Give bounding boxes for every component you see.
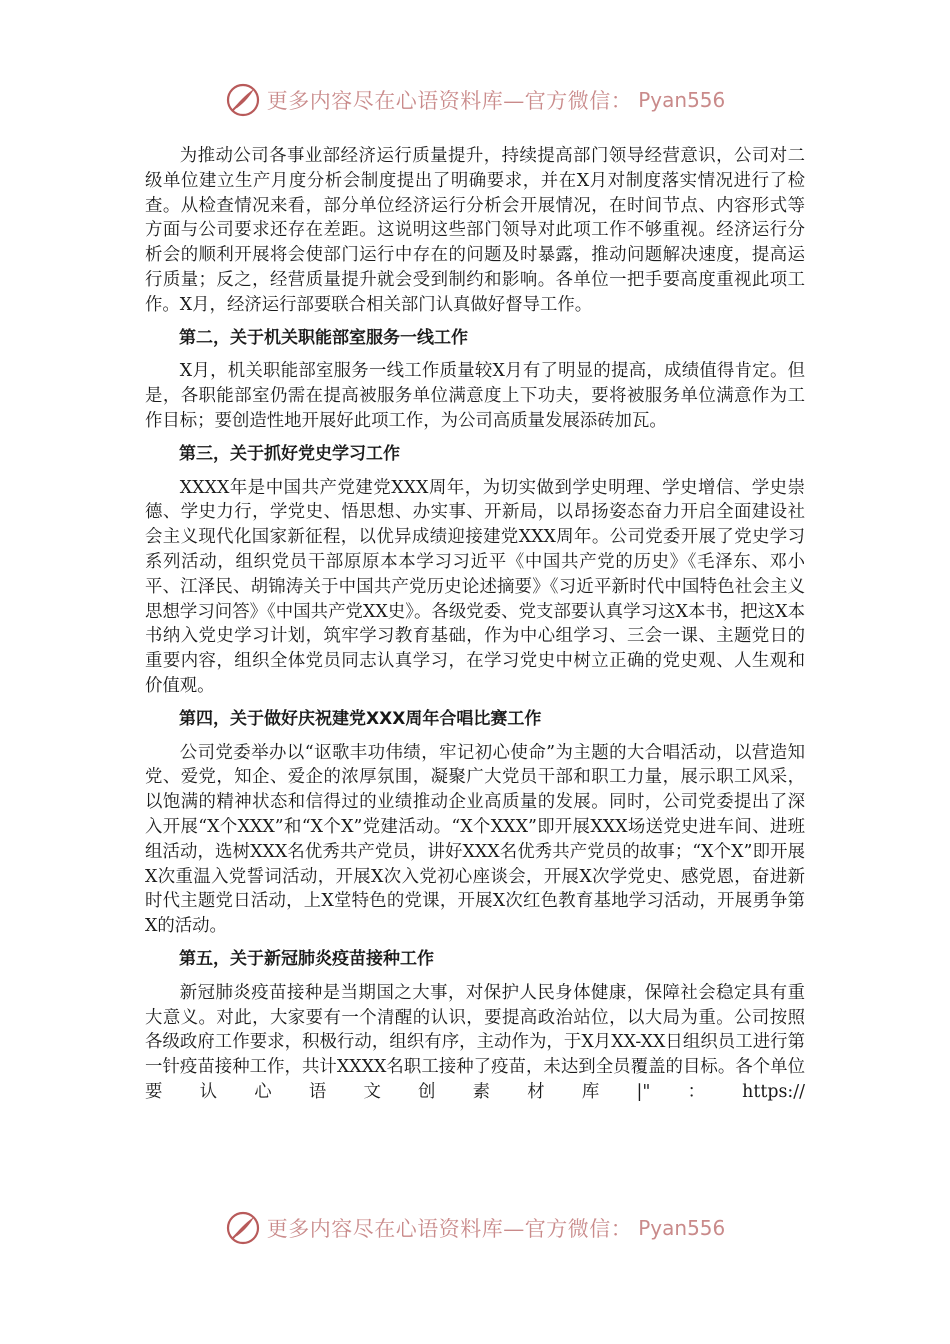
heading-section-4: 第四，关于做好庆祝建党XXX周年合唱比赛工作 [179, 708, 542, 729]
watermark-text: 更多内容尽在心语资料库—官方微信： [266, 1217, 633, 1241]
watermark-footer [0, 1208, 950, 1248]
heading-section-2: 第二，关于机关职能部室服务一线工作 [179, 327, 468, 348]
watermark-wechat-id: Pyan556 [638, 1216, 726, 1240]
watermark-wechat-id: Pyan556 [638, 88, 726, 112]
watermark-header [0, 80, 950, 120]
paragraph-party-history: XXXX年是中国共产党建党XXX周年，为切实做到学史明理、学史增信、学史崇德、学史力行，学党史、悟思想、办实事、开新局，以昂扬姿态奋力开启全面建设社会主义现代化国家新征程，以优异成绩迎接建党XXX周年。公司党委开展了党史学习系列活动，组织党员干部原原本本学习习近平《中国共产党的历史》《毛泽东、邓小平、江泽民、胡锦涛关于中国共产党历史论述摘要》《习近平新时代中国特色社会主义思想学习问答》《中国共产党XX史》。各级党委、党支部要认真学习这X本书，把这X本书纳入党史学习计划，筑牢学习教育基础，作为中心组学习、三会一课、主题党日的重要内容，组织全体党员同志认真学习，在学习党史中树立正确的党史观、人生观和价值观。 [145, 477, 805, 696]
heading-section-3: 第三，关于抓好党史学习工作 [179, 443, 400, 464]
watermark-text: 更多内容尽在心语资料库—官方微信： [266, 89, 633, 113]
quill-logo-icon [225, 82, 261, 118]
paragraph-choir-contest: 公司党委举办以“讴歌丰功伟绩，牢记初心使命”为主题的大合唱活动，以营造知党、爱党，知企、爱企的浓厚氛围，凝聚广大党员干部和职工力量，展示职工风采，以饱满的精神状态和信得过的业绩推动企业高质量的发展。同时，公司党委提出了深入开展“X个XXX”和“X个X”党建活动。“X个XXX”即开展XXX场送党史进车间、进班组活动，选树XXX名优秀共产党员，讲好XXX名优秀共产党员的故事；“X个X”即开展X次重温入党誓词活动，开展X次入党初心座谈会，开展X次学党史、感党恩，奋进新时代主题党日活动，上X堂特色的党课，开展X次红色教育基地学习活动，开展勇争第X的活动。 [145, 742, 805, 937]
paragraph-service-frontline: X月，机关职能部室服务一线工作质量较X月有了明显的提高，成绩值得肯定。但是，各职能部室仍需在提高被服务单位满意度上下功夫，要将被服务单位满意作为工作目标；要创造性地开展好此项工作，为公司高质量发展添砖加瓦。 [145, 361, 805, 431]
document-body [145, 144, 805, 1105]
paragraph-economic-analysis: 为推动公司各事业部经济运行质量提升，持续提高部门领导经营意识，公司对二级单位建立生产月度分析会制度提出了明确要求，并在X月对制度落实情况进行了检查。从检查情况来看，部分单位经济运行分析会开展情况，在时间节点、内容形式等方面与公司要求还存在差距。这说明这些部门领导对此项工作不够重视。经济运行分析会的顺利开展将会使部门运行中存在的问题及时暴露，推动问题解决速度，提高运行质量；反之，经营质量提升就会受到制约和影响。各单位一把手要高度重视此项工作。X月，经济运行部要联合相关部门认真做好督导工作。 [145, 146, 805, 315]
quill-logo-icon [225, 1210, 261, 1246]
paragraph-vaccination: 新冠肺炎疫苗接种是当期国之大事，对保护人民身体健康，保障社会稳定具有重大意义。对此，大家要有一个清醒的认识，要提高政治站位，以大局为重。公司按照各级政府工作要求，积极行动，组织有序，主动作为，于X月XX-XX日组织员工进行第一针疫苗接种工作，共计XXXX名职工接种了疫苗，未达到全员覆盖的目标。各个单位要认心语文创素材库|"：https:// [145, 982, 805, 1102]
heading-section-5: 第五，关于新冠肺炎疫苗接种工作 [179, 948, 434, 969]
